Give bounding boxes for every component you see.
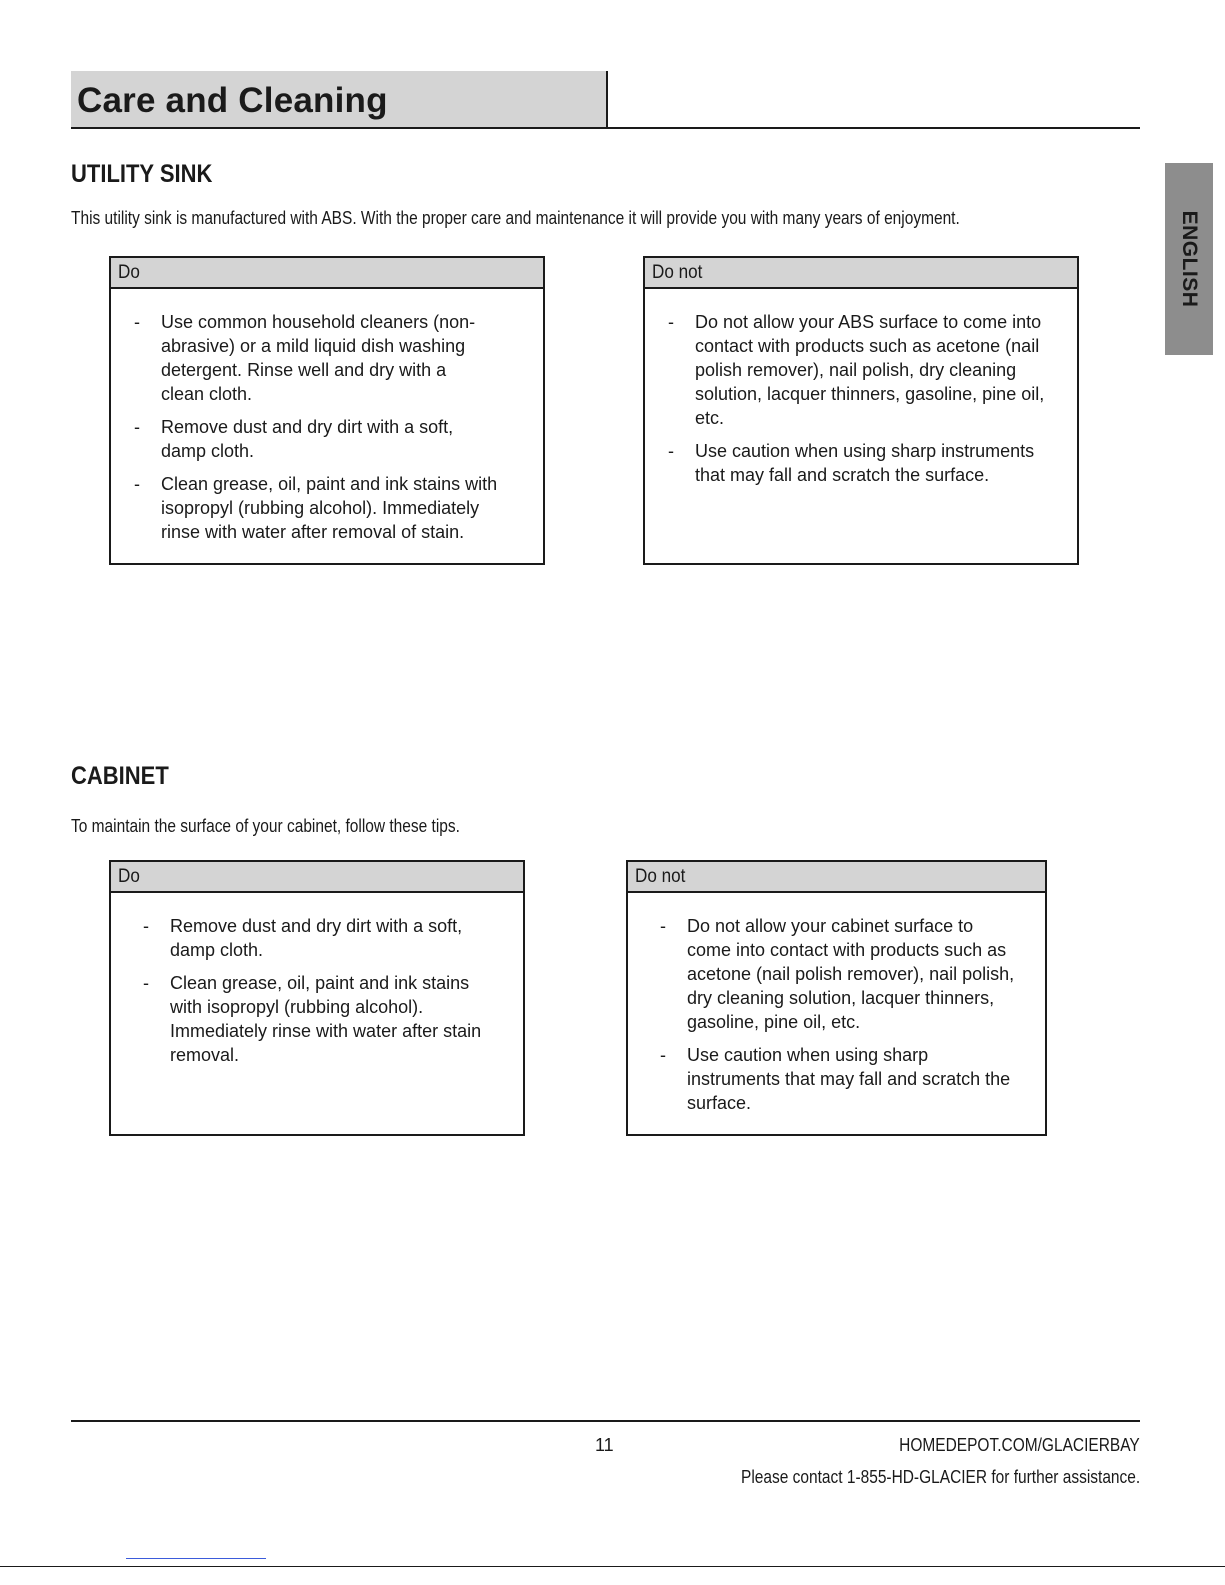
cabinet-intro: To maintain the surface of your cabinet, follow these tips.	[71, 816, 460, 836]
cabinet-do-box	[109, 860, 525, 1136]
title-bar	[71, 71, 1140, 129]
list-item: - Use caution when using sharp instruments that may fall and scratch the surface.	[660, 1045, 1011, 1113]
contact-text: Please contact 1-855-HD-GLACIER for further assistance.	[740, 1467, 1140, 1487]
utility-sink-intro: This utility sink is manufactured with ABS. With the proper care and maintenance it will provide you with many years of enjoyment.	[71, 208, 960, 228]
language-tab	[1165, 163, 1213, 355]
list-dash: -	[134, 417, 140, 437]
language-tab-label: ENGLISH	[1178, 210, 1201, 308]
list-item: - Use common household cleaners (non-abrasive) or a mild liquid dish washing detergent. Rinse well and dry with a clean cloth.	[134, 312, 476, 404]
page-number: 11	[595, 1435, 614, 1455]
website-link[interactable]: HOMEDEPOT.COM/GLACIERBAY	[899, 1435, 1140, 1455]
do-list	[111, 893, 523, 1067]
list-dash: -	[134, 312, 140, 332]
list-item: - Remove dust and dry dirt with a soft, damp cloth.	[134, 417, 454, 461]
list-item: - Use caution when using sharp instruments that may fall and scratch the surface.	[668, 441, 1035, 485]
list-dash: -	[668, 441, 674, 461]
list-dash: -	[143, 916, 149, 936]
list-item: - Remove dust and dry dirt with a soft, damp cloth.	[143, 916, 463, 960]
do-list	[111, 289, 543, 544]
do-box-header: Do	[111, 258, 543, 289]
utility-sink-do-box	[109, 256, 545, 565]
cabinet-heading: CABINET	[71, 762, 169, 790]
list-dash: -	[660, 1045, 666, 1065]
list-item: - Clean grease, oil, paint and ink stains with isopropyl (rubbing alcohol). Immediately rinse with water after removal of stain.	[134, 474, 498, 542]
list-item: - Clean grease, oil, paint and ink stains with isopropyl (rubbing alcohol). Immediately rinse with water after stain removal.	[143, 973, 482, 1065]
do-not-box-header: Do not	[628, 862, 1045, 893]
cabinet-do-not-box	[626, 860, 1047, 1136]
page-title: Care and Cleaning	[77, 81, 388, 120]
list-dash: -	[143, 973, 149, 993]
footer-divider	[71, 1420, 1140, 1422]
do-not-box-header: Do not	[645, 258, 1077, 289]
do-not-list	[628, 893, 1045, 1115]
do-box-header: Do	[111, 862, 523, 893]
page-edge-divider	[0, 1566, 1225, 1567]
list-dash: -	[660, 916, 666, 936]
hyperlink-underline	[126, 1558, 266, 1559]
utility-sink-heading: UTILITY SINK	[71, 160, 213, 188]
list-dash: -	[134, 474, 140, 494]
list-dash: -	[668, 312, 674, 332]
do-not-list	[645, 289, 1077, 487]
list-item: - Do not allow your cabinet surface to come into contact with products such as acetone (nail polish remover), nail polish, dry cleaning solution, lacquer thinners, gasoline, pine oil, etc.	[660, 916, 1015, 1032]
utility-sink-do-not-box	[643, 256, 1079, 565]
list-item: - Do not allow your ABS surface to come into contact with products such as acetone (nail polish remover), nail polish, dry cleaning solution, lacquer thinners, gasoline, pine oil, etc.	[668, 312, 1045, 428]
